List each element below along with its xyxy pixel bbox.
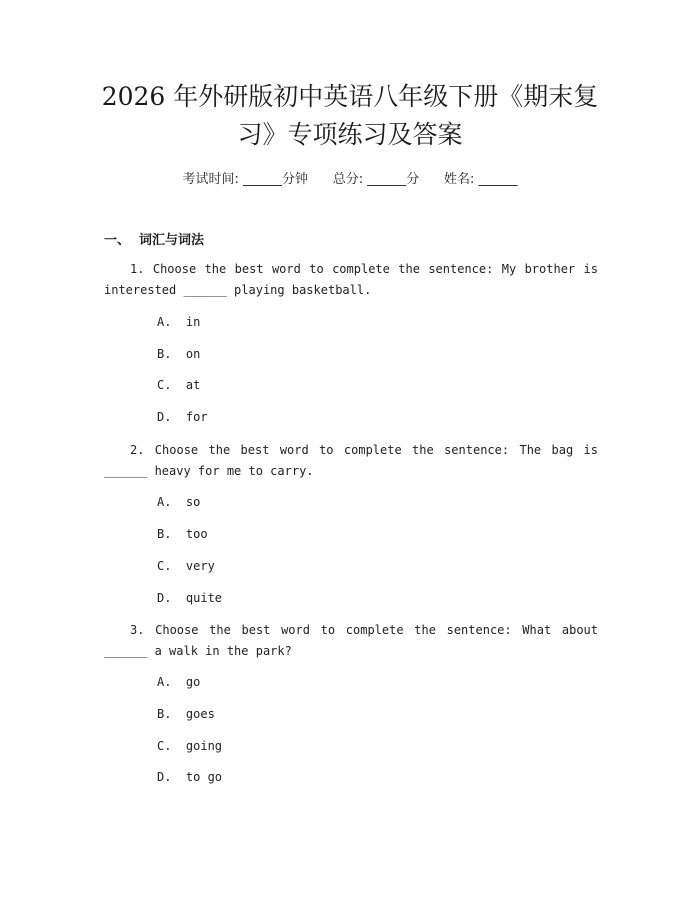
question-text-1: 1. Choose the best word to complete the sentence: My brother is interested ______ playing basketball. <box>104 262 598 297</box>
question-1-option-b: B. on <box>157 347 201 361</box>
question-1-option-d: D. for <box>157 410 208 424</box>
section-heading: 一、 词汇与词法 <box>104 233 205 248</box>
question-2-option-d: D. quite <box>157 591 223 605</box>
question-1-option-a: A. in <box>157 315 201 329</box>
question-2-option-b: B. too <box>157 527 208 541</box>
exam-info-line: 考试时间: ______分钟 总分: ______分 姓名: ______ <box>182 172 518 187</box>
question-3-option-b: B. goes <box>157 707 215 721</box>
question-3-option-d: D. to go <box>157 770 223 784</box>
question-1-option-c: C. at <box>157 378 201 392</box>
document-title: 2026 年外研版初中英语八年级下册《期末复习》专项练习及答案 <box>101 82 599 149</box>
question-text-3: 3. Choose the best word to complete the sentence: What about ______ a walk in the park? <box>104 623 598 658</box>
question-2-option-a: A. so <box>157 495 201 509</box>
question-3-option-c: C. going <box>157 739 223 753</box>
question-text-2: 2. Choose the best word to complete the sentence: The bag is ______ heavy for me to carry. <box>104 443 598 478</box>
question-3-option-a: A. go <box>157 675 201 689</box>
question-2-option-c: C. very <box>157 559 215 573</box>
